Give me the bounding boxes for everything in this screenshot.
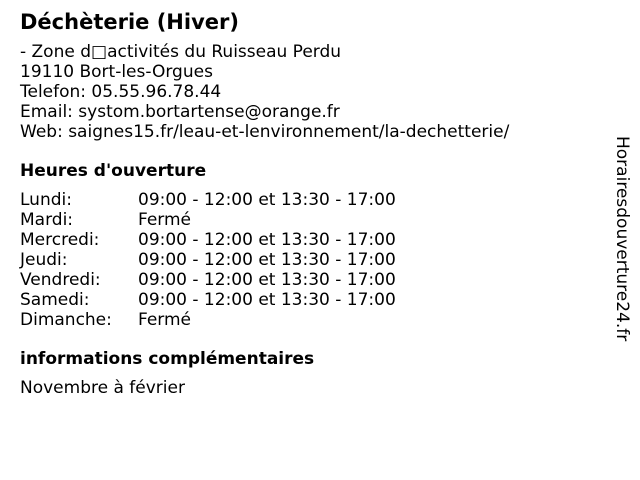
hours-section-title: Heures d'ouverture bbox=[20, 161, 207, 181]
hours-row-monday bbox=[20, 190, 600, 210]
hours-table bbox=[20, 190, 600, 330]
hours-time: 09:00 - 12:00 et 13:30 - 17:00 bbox=[138, 190, 396, 210]
phone-line: Telefon: 05.55.96.78.44 bbox=[20, 82, 222, 102]
hours-row-thursday bbox=[20, 250, 600, 270]
hours-day: Jeudi: bbox=[20, 250, 68, 270]
hours-day: Samedi: bbox=[20, 290, 90, 310]
hours-day: Dimanche: bbox=[20, 310, 112, 330]
hours-day: Mardi: bbox=[20, 210, 74, 230]
address-line-2: 19110 Bort-les-Orgues bbox=[20, 62, 213, 82]
hours-time: Fermé bbox=[138, 310, 192, 330]
opening-hours-page bbox=[20, 8, 600, 398]
address-line-1: - Zone d□activités du Ruisseau Perdu bbox=[20, 42, 342, 62]
info-text: Novembre à février bbox=[20, 378, 185, 398]
hours-row-tuesday bbox=[20, 210, 600, 230]
page-title: Déchèterie (Hiver) bbox=[20, 10, 239, 34]
hours-time: 09:00 - 12:00 et 13:30 - 17:00 bbox=[138, 250, 396, 270]
hours-row-friday bbox=[20, 270, 600, 290]
info-section-title: informations complémentaires bbox=[20, 349, 315, 369]
hours-row-saturday bbox=[20, 290, 600, 310]
hours-day: Lundi: bbox=[20, 190, 72, 210]
hours-row-wednesday bbox=[20, 230, 600, 250]
hours-time: 09:00 - 12:00 et 13:30 - 17:00 bbox=[138, 290, 396, 310]
hours-time: Fermé bbox=[138, 210, 192, 230]
hours-row-sunday bbox=[20, 310, 600, 330]
email-line: Email: systom.bortartense@orange.fr bbox=[20, 102, 340, 122]
hours-time: 09:00 - 12:00 et 13:30 - 17:00 bbox=[138, 270, 396, 290]
hours-day: Mercredi: bbox=[20, 230, 100, 250]
contact-block bbox=[20, 42, 600, 142]
web-line: Web: saignes15.fr/leau-et-lenvironnement/la-dechetterie/ bbox=[20, 122, 510, 142]
site-brand-vertical: Horairesdouverture24.fr bbox=[612, 136, 632, 342]
hours-time: 09:00 - 12:00 et 13:30 - 17:00 bbox=[138, 230, 396, 250]
hours-day: Vendredi: bbox=[20, 270, 101, 290]
